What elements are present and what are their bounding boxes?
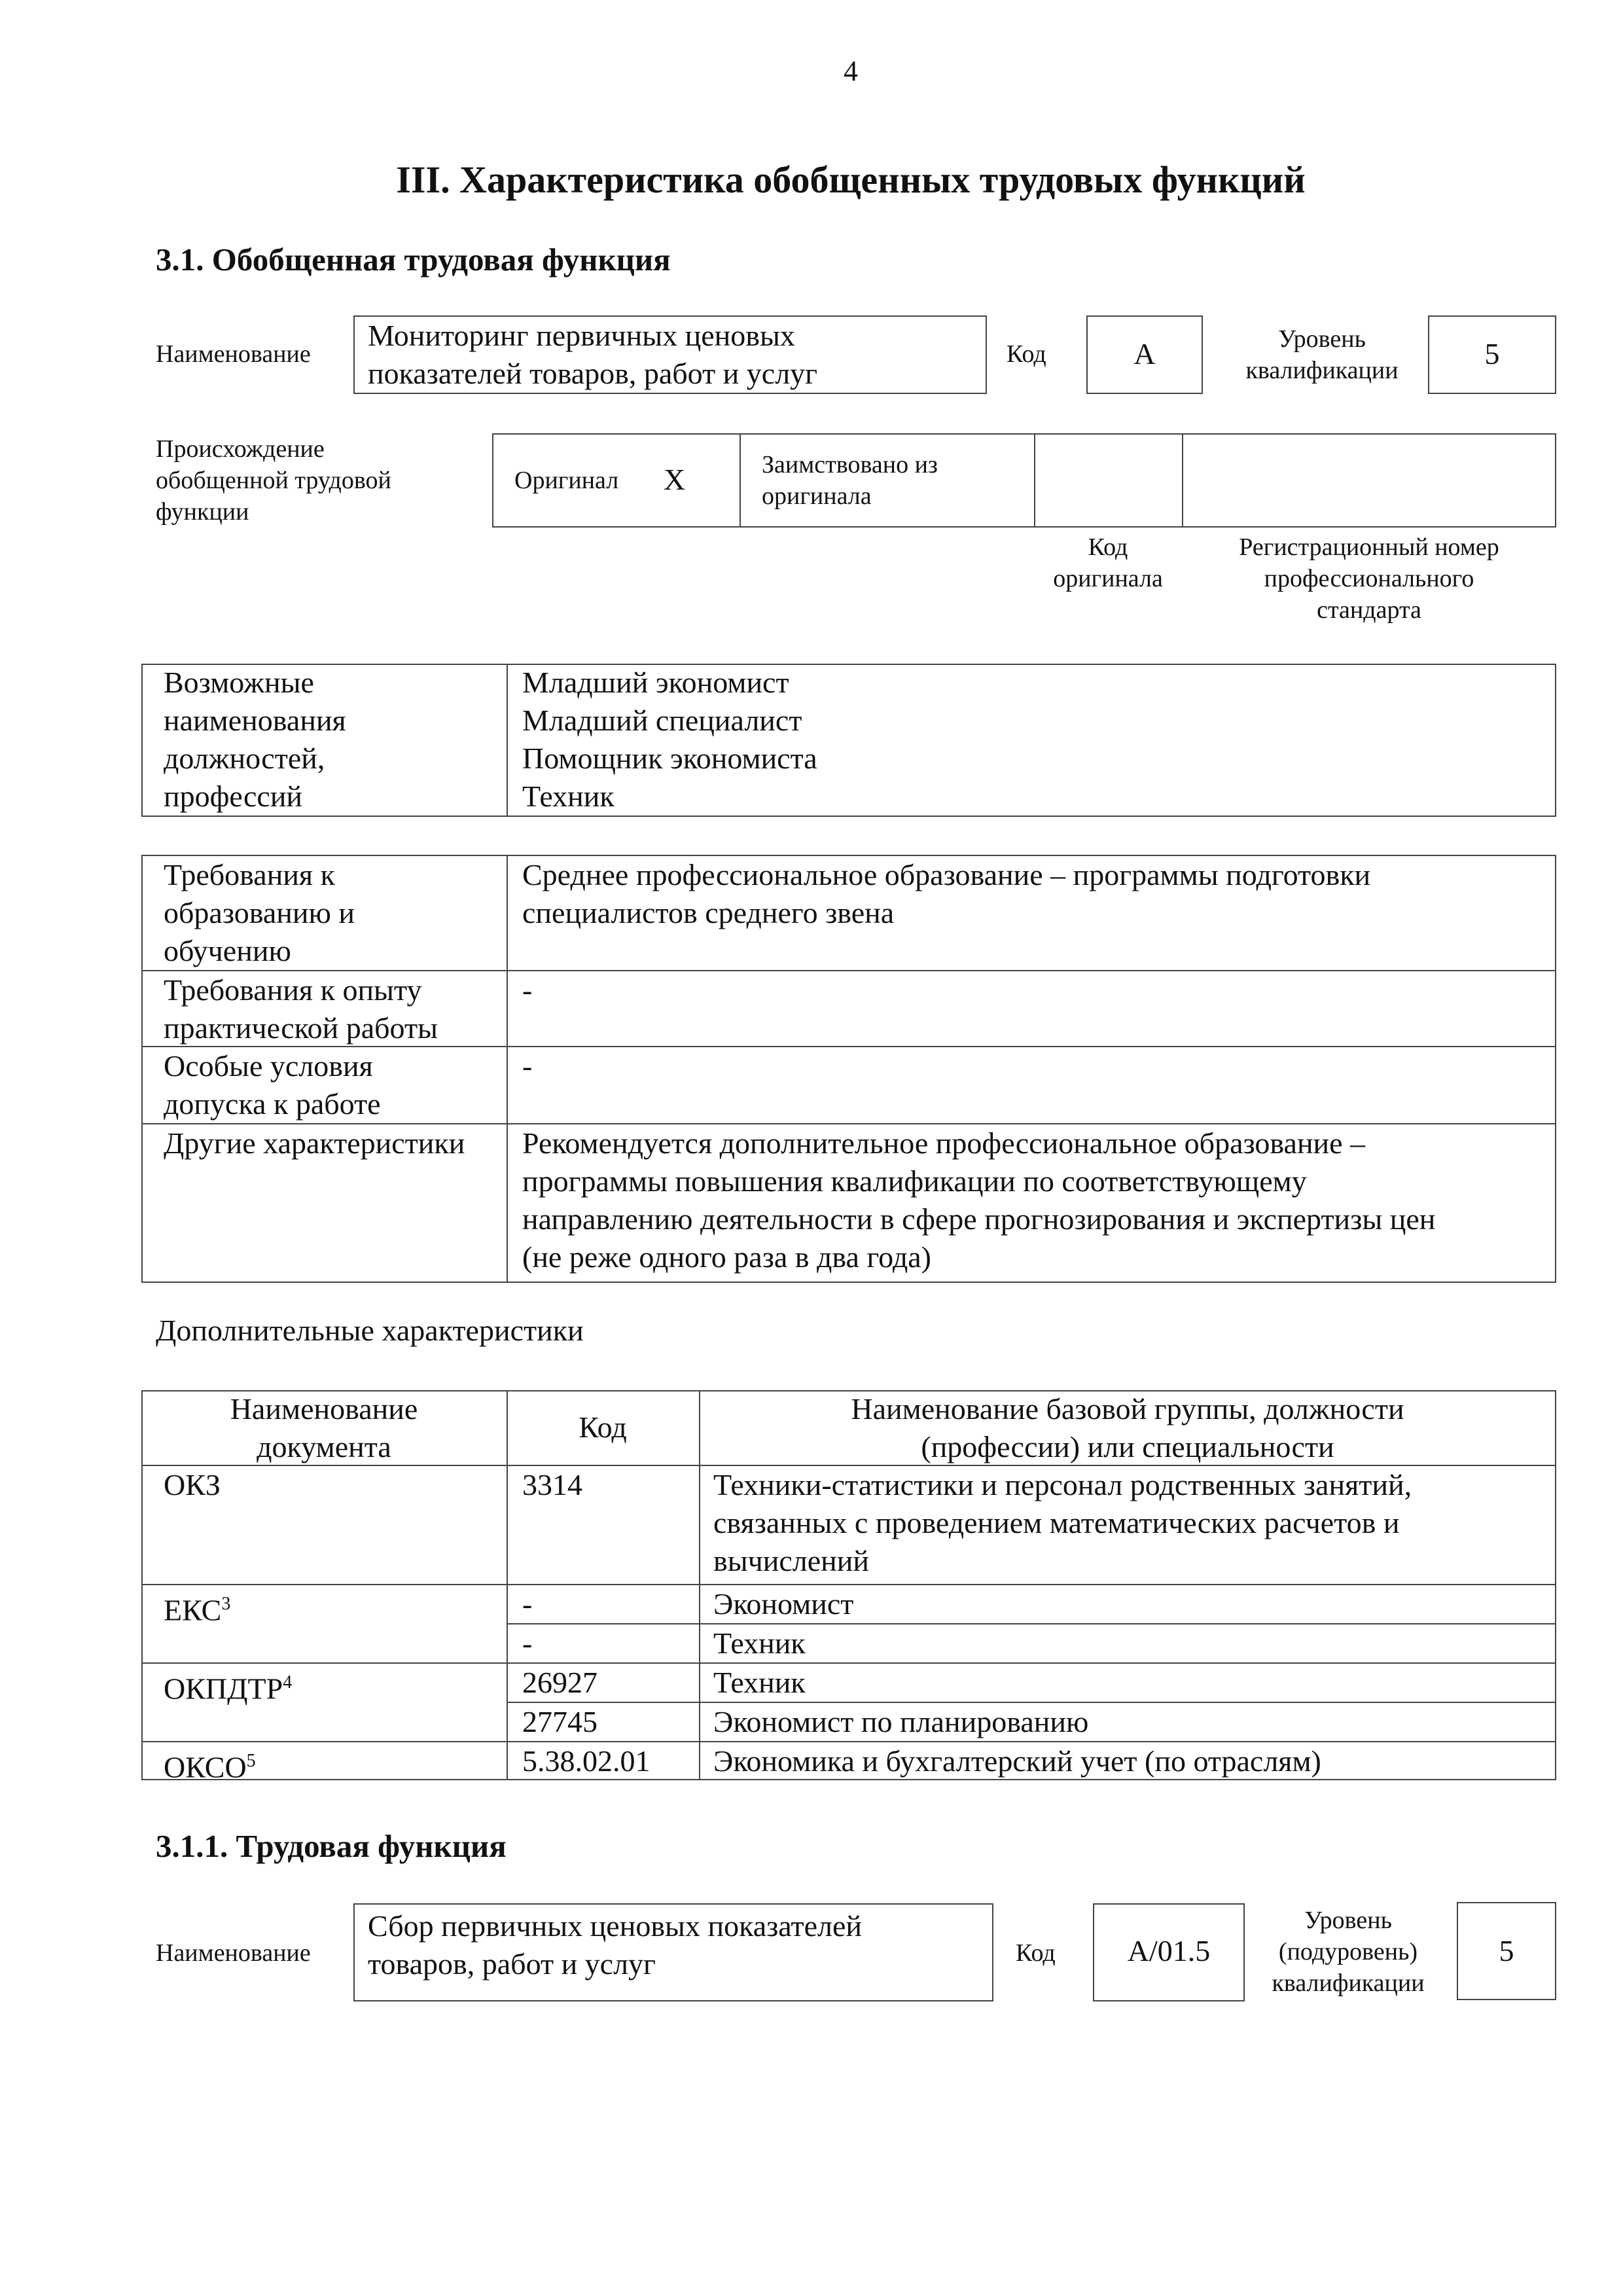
section-title: III. Характеристика обобщенных трудовых функций	[396, 158, 1306, 201]
req-conditions-label: Особые условия допуска к работе	[164, 1049, 381, 1121]
okz-doc: ОКЗ	[164, 1468, 221, 1501]
original-label: Оригинал	[514, 467, 619, 494]
reg-number-caption: Регистрационный номер профессионального стандарта	[1239, 533, 1499, 624]
req-conditions-value: -	[522, 1049, 533, 1083]
tf-name-label: Наименование	[156, 1939, 311, 1967]
col-doc-header: Наименование документа	[230, 1392, 418, 1463]
borrowed-label: Заимствовано из оригинала	[762, 451, 938, 510]
gtf-level-label: Уровень квалификации	[1245, 325, 1399, 384]
okz-code: 3314	[522, 1468, 582, 1501]
okso-code: 5.38.02.01	[522, 1744, 651, 1778]
gtf-code-label: Код	[1007, 340, 1046, 368]
eks-code-2: -	[522, 1626, 533, 1660]
req-education-value: Среднее профессиональное образование – программы подготовки специалистов среднего звена	[522, 858, 1371, 929]
gtf-level-value: 5	[1484, 337, 1500, 370]
okpdtr-doc: ОКПДТР$^4$	[164, 1672, 293, 1706]
code-original-caption: Код оригинала	[1053, 533, 1163, 592]
gtf-code-value: А	[1133, 337, 1156, 370]
gtf-name-value: Мониторинг первичных ценовых показателей товаров, работ и услуг	[368, 319, 818, 390]
eks-code-1: -	[522, 1587, 533, 1621]
positions-table	[141, 664, 1556, 817]
page-number: 4	[844, 55, 858, 87]
okpdtr-name-2: Экономист по планированию	[713, 1705, 1089, 1738]
okso-footnote: 5	[246, 1751, 256, 1771]
okpdtr-code-1: 26927	[522, 1666, 597, 1699]
req-experience-label: Требования к опыту практической работы	[164, 973, 438, 1045]
okz-name: Техники-статистики и персонал родственных занятий, связанных с проведением математических расчетов и вычислений	[713, 1468, 1412, 1577]
origin-label: Происхождение обобщенной трудовой функции	[156, 435, 391, 526]
extra-heading: Дополнительные характеристики	[156, 1314, 584, 1347]
tf-name-value: Сбор первичных ценовых показателей товаров, работ и услуг	[368, 1909, 863, 1981]
okso-name: Экономика и бухгалтерский учет (по отраслям)	[713, 1744, 1321, 1778]
eks-footnote: 3	[221, 1594, 231, 1614]
tf-code-value: A/01.5	[1127, 1934, 1211, 1967]
req-other-value: Рекомендуется дополнительное профессиональное образование – программы повышения квалификации по соответствующему направлению деятельности в сфере прогнозирования и экспертизы цен (не реже одного раза в два года)	[522, 1126, 1436, 1274]
tf-level-value: 5	[1499, 1934, 1514, 1967]
original-mark: X	[664, 463, 686, 496]
col-code-header: Код	[579, 1410, 627, 1444]
okso-doc: ОКСО$^5$	[164, 1750, 256, 1784]
okpdtr-name-1: Техник	[713, 1666, 806, 1699]
eks-name-2: Техник	[713, 1626, 806, 1660]
eks-name-1: Экономист	[713, 1587, 854, 1621]
req-experience-value: -	[522, 973, 533, 1007]
req-other-label: Другие характеристики	[164, 1126, 465, 1160]
gtf-heading: 3.1. Обобщенная трудовая функция	[156, 242, 671, 278]
okpdtr-footnote: 4	[283, 1672, 293, 1693]
tf-code-label: Код	[1016, 1939, 1056, 1967]
tf-heading: 3.1.1. Трудовая функция	[156, 1828, 507, 1864]
col-name-header: Наименование базовой группы, должности (профессии) или специальности	[851, 1392, 1404, 1463]
positions-label: Возможные наименования должностей, профессий	[164, 666, 346, 813]
req-education-label: Требования к образованию и обучению	[164, 858, 355, 967]
tf-level-label: Уровень (подуровень) квалификации	[1272, 1907, 1425, 1997]
okpdtr-code-2: 27745	[522, 1705, 597, 1738]
gtf-name-label: Наименование	[156, 340, 311, 368]
origin-table	[492, 433, 1556, 528]
positions-values: Младший экономист Младший специалист Помощник экономиста Техник	[522, 666, 817, 813]
eks-doc: ЕКС$^3$	[164, 1593, 231, 1627]
